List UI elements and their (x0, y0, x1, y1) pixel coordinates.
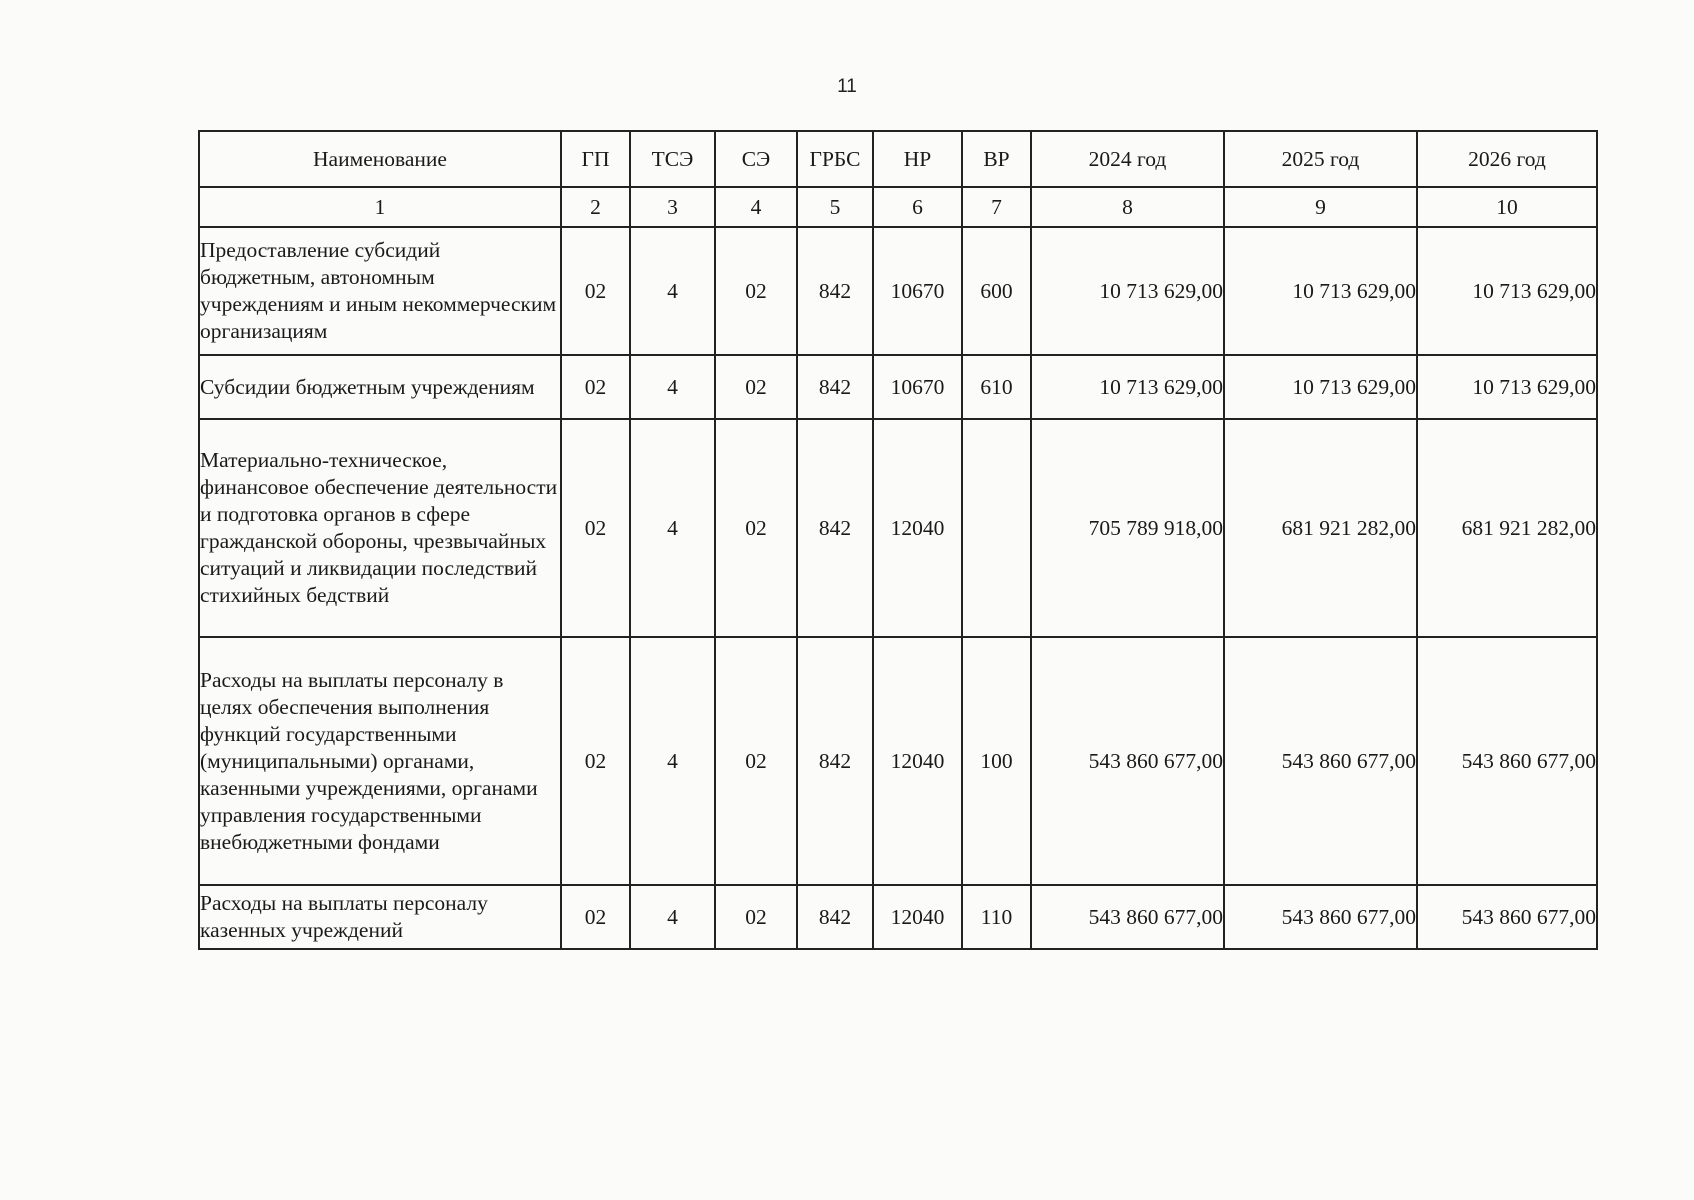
row-2024: 705 789 918,00 (1031, 419, 1224, 637)
row-2025: 10 713 629,00 (1224, 355, 1417, 419)
row-tse: 4 (630, 637, 715, 885)
row-grbs: 842 (797, 227, 873, 355)
header-nr: НР (873, 131, 962, 187)
row-2026: 543 860 677,00 (1417, 885, 1597, 949)
row-vr: 110 (962, 885, 1031, 949)
row-2024: 10 713 629,00 (1031, 227, 1224, 355)
column-number: 1 (199, 187, 561, 227)
row-2025: 543 860 677,00 (1224, 637, 1417, 885)
row-name: Субсидии бюджетным учреждениям (199, 355, 561, 419)
row-2024: 543 860 677,00 (1031, 885, 1224, 949)
row-tse: 4 (630, 885, 715, 949)
row-nr: 10670 (873, 355, 962, 419)
row-vr: 600 (962, 227, 1031, 355)
row-vr (962, 419, 1031, 637)
row-name: Расходы на выплаты персоналу казенных учреждений (199, 885, 561, 949)
column-number: 9 (1224, 187, 1417, 227)
row-name: Расходы на выплаты персоналу в целях обеспечения выполнения функций государственными (муниципальными) органами, казенными учреждениями, органами управления государственными внебюджетными фондами (199, 637, 561, 885)
row-grbs: 842 (797, 885, 873, 949)
row-2024: 10 713 629,00 (1031, 355, 1224, 419)
column-number: 3 (630, 187, 715, 227)
row-se: 02 (715, 637, 797, 885)
row-2025: 543 860 677,00 (1224, 885, 1417, 949)
row-se: 02 (715, 355, 797, 419)
row-2025: 10 713 629,00 (1224, 227, 1417, 355)
header-tse: ТСЭ (630, 131, 715, 187)
row-se: 02 (715, 419, 797, 637)
header-2026: 2026 год (1417, 131, 1597, 187)
row-nr: 12040 (873, 419, 962, 637)
row-name: Материально-техническое, финансовое обеспечение деятельности и подготовка органов в сфере гражданской обороны, чрезвычайных ситуаций и ликвидации последствий стихийных бедствий (199, 419, 561, 637)
row-nr: 12040 (873, 637, 962, 885)
header-2025: 2025 год (1224, 131, 1417, 187)
row-tse: 4 (630, 355, 715, 419)
row-nr: 10670 (873, 227, 962, 355)
row-se: 02 (715, 885, 797, 949)
row-2026: 543 860 677,00 (1417, 637, 1597, 885)
row-vr: 610 (962, 355, 1031, 419)
column-number: 8 (1031, 187, 1224, 227)
row-2025: 681 921 282,00 (1224, 419, 1417, 637)
row-vr: 100 (962, 637, 1031, 885)
column-number: 10 (1417, 187, 1597, 227)
row-nr: 12040 (873, 885, 962, 949)
row-2026: 10 713 629,00 (1417, 227, 1597, 355)
column-number-row (199, 187, 1597, 227)
table-row (199, 885, 1597, 949)
header-se: СЭ (715, 131, 797, 187)
table-row (199, 637, 1597, 885)
column-number: 4 (715, 187, 797, 227)
header-name: Наименование (199, 131, 561, 187)
column-number: 7 (962, 187, 1031, 227)
row-gp: 02 (561, 419, 630, 637)
row-gp: 02 (561, 355, 630, 419)
row-grbs: 842 (797, 419, 873, 637)
header-2024: 2024 год (1031, 131, 1224, 187)
header-vr: ВР (962, 131, 1031, 187)
row-name: Предоставление субсидий бюджетным, автономным учреждениям и иным некоммерческим организациям (199, 227, 561, 355)
row-2026: 681 921 282,00 (1417, 419, 1597, 637)
budget-table (198, 130, 1598, 950)
table-row (199, 419, 1597, 637)
row-2024: 543 860 677,00 (1031, 637, 1224, 885)
header-grbs: ГРБС (797, 131, 873, 187)
page-number: 11 (837, 76, 857, 97)
row-gp: 02 (561, 227, 630, 355)
column-number: 6 (873, 187, 962, 227)
header-row (199, 131, 1597, 187)
row-se: 02 (715, 227, 797, 355)
table-row (199, 227, 1597, 355)
row-gp: 02 (561, 637, 630, 885)
column-number: 2 (561, 187, 630, 227)
column-number: 5 (797, 187, 873, 227)
row-gp: 02 (561, 885, 630, 949)
row-2026: 10 713 629,00 (1417, 355, 1597, 419)
row-grbs: 842 (797, 637, 873, 885)
row-tse: 4 (630, 227, 715, 355)
row-tse: 4 (630, 419, 715, 637)
row-grbs: 842 (797, 355, 873, 419)
table-row (199, 355, 1597, 419)
header-gp: ГП (561, 131, 630, 187)
